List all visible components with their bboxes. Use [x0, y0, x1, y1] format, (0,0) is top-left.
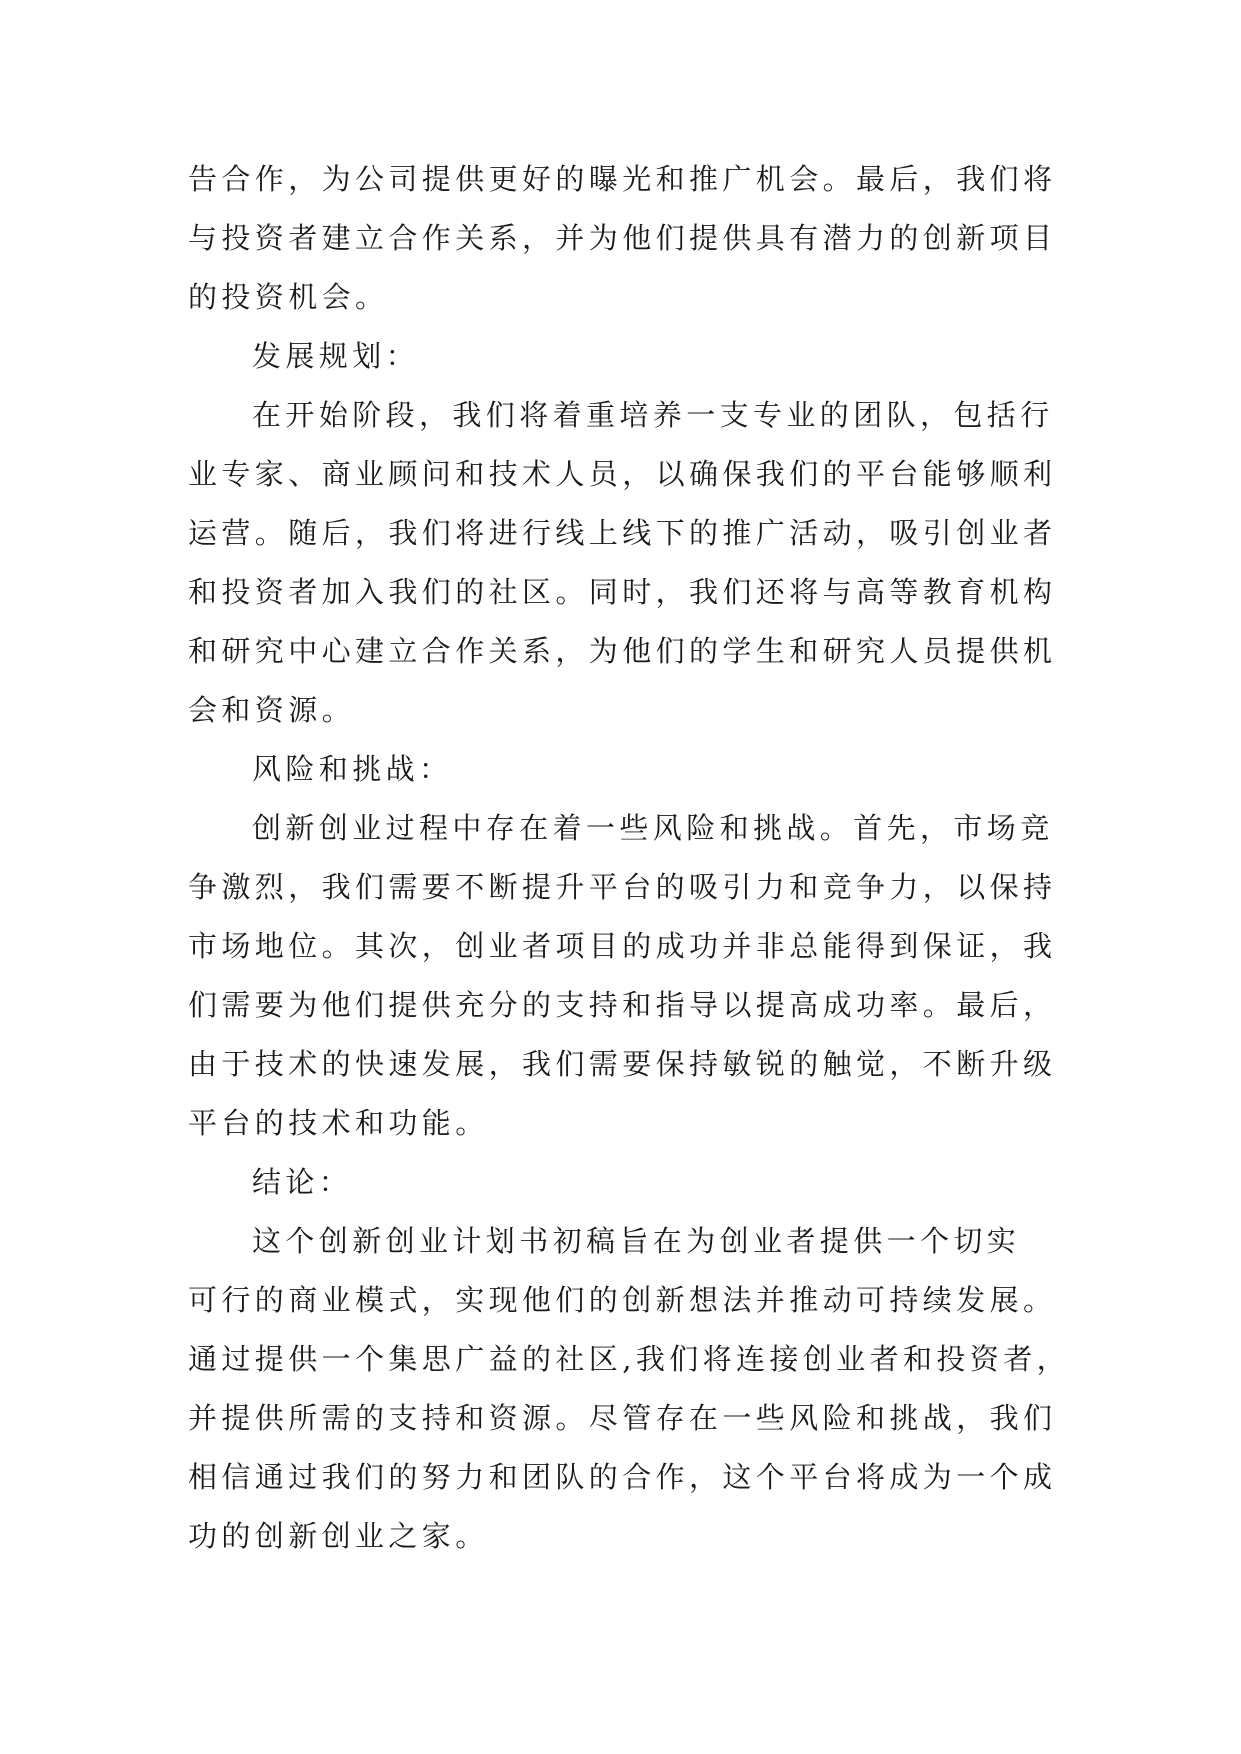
body-line: 争激烈，我们需要不断提升平台的吸引力和竞争力，以保持: [188, 870, 1057, 904]
section-heading-development-plan: 发展规划：: [252, 339, 420, 373]
body-line: 功的创新创业之家。: [188, 1519, 489, 1553]
section-heading-conclusion: 结论：: [252, 1165, 353, 1199]
body-line: 业专家、商业顾问和技术人员，以确保我们的平台能够顺利: [188, 457, 1057, 491]
body-line: 的投资机会。: [188, 280, 389, 314]
body-line: 告合作，为公司提供更好的曝光和推广机会。最后，我们将: [188, 162, 1057, 196]
body-line: 市场地位。其次，创业者项目的成功并非总能得到保证，我: [188, 929, 1057, 963]
body-line: 会和资源。: [188, 693, 356, 727]
document-body: [188, 150, 1071, 1566]
body-line: 这个创新创业计划书初稿旨在为创业者提供一个切实: [252, 1224, 1021, 1258]
body-line: 可行的商业模式，实现他们的创新想法并推动可持续发展。: [188, 1283, 1057, 1317]
body-line: 并提供所需的支持和资源。尽管存在一些风险和挑战，我们: [188, 1401, 1057, 1435]
section-heading-risks-challenges: 风险和挑战：: [252, 752, 453, 786]
body-line: 们需要为他们提供充分的支持和指导以提高成功率。最后，: [188, 988, 1057, 1022]
body-line: 由于技术的快速发展，我们需要保持敏锐的触觉，不断升级: [188, 1047, 1057, 1081]
body-line: 在开始阶段，我们将着重培养一支专业的团队，包括行: [252, 398, 1054, 432]
body-line: 与投资者建立合作关系，并为他们提供具有潜力的创新项目: [188, 221, 1057, 255]
body-line: 相信通过我们的努力和团队的合作，这个平台将成为一个成: [188, 1460, 1057, 1494]
body-line: 和研究中心建立合作关系，为他们的学生和研究人员提供机: [188, 634, 1057, 668]
body-line: 通过提供一个集思广益的社区,我们将连接创业者和投资者，: [188, 1342, 1071, 1376]
body-line: 平台的技术和功能。: [188, 1106, 489, 1140]
body-line: 和投资者加入我们的社区。同时，我们还将与高等教育机构: [188, 575, 1057, 609]
body-line: 运营。随后，我们将进行线上线下的推广活动，吸引创业者: [188, 516, 1057, 550]
body-line: 创新创业过程中存在着一些风险和挑战。首先，市场竞: [252, 811, 1054, 845]
